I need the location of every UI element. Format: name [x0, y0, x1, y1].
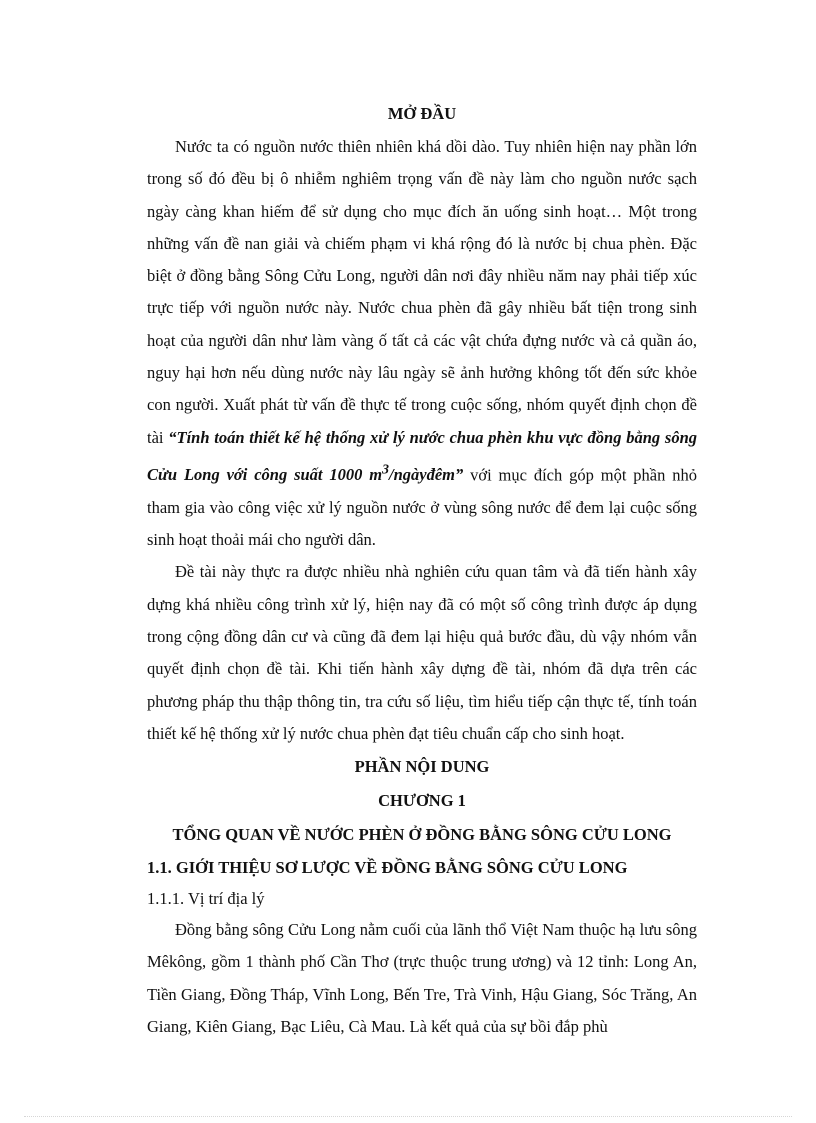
thesis-title-superscript: 3 [382, 461, 389, 477]
intro-paragraph-1-tail: với mục đích góp một phần nhỏ tham gia vào công việc xử lý nguồn nước ở vùng sông nước để đem lại cuộc sống sinh hoạt thoải mái cho người dân. [147, 465, 697, 550]
intro-paragraph-1 [147, 131, 697, 556]
subsection-heading: 1.1.1. Vị trí địa lý [147, 889, 265, 909]
part-heading: PHẦN NỘI DUNG [354, 757, 490, 777]
intro-paragraph-2: Đề tài này thực ra được nhiều nhà nghiên cứu quan tâm và đã tiến hành xây dựng khá nhiều công trình xử lý, hiện nay đã có một số công trình được áp dụng trong cộng đồng dân cư và cũng đã đem lại hiệu quả bước đầu, dù vậy nhóm vẫn quyết định chọn đề tài. Khi tiến hành xây dựng đề tài, nhóm đã dựa trên các phương pháp thu thập thông tin, tra cứu số liệu, tìm hiểu tiếp cận thực tế, tính toán thiết kế hệ thống xử lý nước chua phèn đạt tiêu chuẩn cấp cho sinh hoạt. [147, 562, 697, 743]
page-bottom-divider [24, 1116, 792, 1117]
section-paragraph-1: Đồng bằng sông Cửu Long nằm cuối của lãnh thổ Việt Nam thuộc hạ lưu sông Mêkông, gồm 1 thành phố Cần Thơ (trực thuộc trung ương) và 12 tỉnh: Long An, Tiền Giang, Đồng Tháp, Vĩnh Long, Bến Tre, Trà Vinh, Hậu Giang, Sóc Trăng, An Giang, Kiên Giang, Bạc Liêu, Cà Mau. Là kết quả của sự bồi đắp phù [147, 920, 697, 1037]
thesis-title-end: /ngàyđêm” [388, 465, 464, 485]
chapter-title: TỔNG QUAN VỀ NƯỚC PHÈN Ở ĐỒNG BẰNG SÔNG CỬU LONG [172, 825, 672, 845]
section-heading: 1.1. GIỚI THIỆU SƠ LƯỢC VỀ ĐỒNG BẰNG SÔNG CỬU LONG [147, 858, 628, 878]
page-content [147, 97, 697, 1043]
intro-paragraph-1-text: Nước ta có nguồn nước thiên nhiên khá dồi dào. Tuy nhiên hiện nay phần lớn trong số đó đều bị ô nhiễm nghiêm trọng vấn đề này làm cho nguồn nước sạch ngày càng khan hiếm để sử dụng cho mục đích ăn uống sinh hoạt… Một trong những vấn đề nan giải và chiếm phạm vi khá rộng đó là nước bị chua phèn. Đặc biệt ở đồng bằng Sông Cửu Long, người dân nơi đây nhiều năm nay phải tiếp xúc trực tiếp với nguồn nước này. Nước chua phèn đã gây nhiều bất tiện trong sinh hoạt của người dân như làm vàng ố tất cả các vật chứa đựng nước và cả quần áo, nguy hại hơn nếu dùng nước này lâu ngày sẽ ảnh hưởng không tốt đến sức khỏe con người. Xuất phát từ vấn đề thực tế trong cuộc sống, nhóm quyết định chọn đề tài [147, 137, 697, 447]
thesis-title-main: “Tính toán thiết kế hệ thống xử lý nước chua phèn khu vực đồng bằng sông Cửu Long với công suất 1000 m [147, 427, 697, 485]
intro-heading: MỞ ĐẦU [387, 104, 457, 123]
chapter-heading: CHƯƠNG 1 [378, 791, 466, 811]
